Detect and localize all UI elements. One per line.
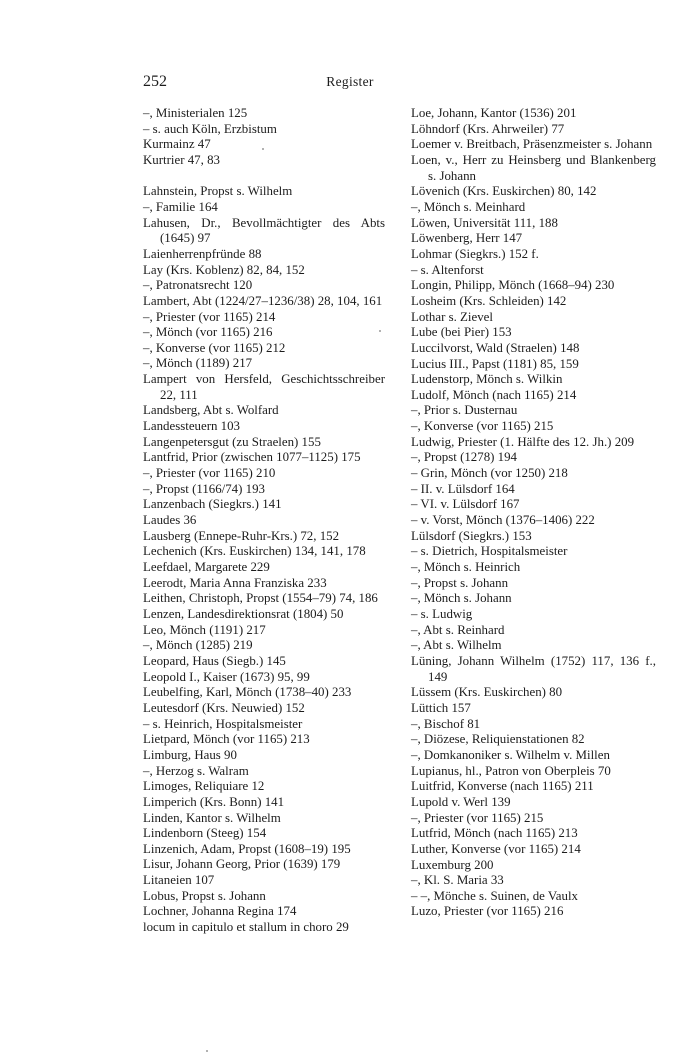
- index-entry: –, Propst (1278) 194: [411, 450, 517, 465]
- index-entry: – VI. v. Lülsdorf 167: [411, 497, 520, 512]
- index-entry: Lahusen, Dr., Bevollmächtigter des Abts (1645) 97: [143, 215, 385, 246]
- index-entry: Lantfrid, Prior (zwischen 1077–1125) 175: [143, 450, 361, 465]
- index-column-left: [143, 106, 385, 936]
- index-entry: Lochner, Johanna Regina 174: [143, 904, 297, 919]
- index-entry: Leefdael, Margarete 229: [143, 560, 270, 575]
- index-entry: –, Kl. S. Maria 33: [411, 873, 504, 888]
- index-entry: Leutesdorf (Krs. Neuwied) 152: [143, 700, 305, 715]
- index-entry: Loe, Johann, Kantor (1536) 201: [411, 106, 577, 120]
- index-entry: Luccilvorst, Wald (Straelen) 148: [411, 340, 580, 355]
- index-entry: Leopold I., Kaiser (1673) 95, 99: [143, 669, 310, 684]
- index-entry: –, Propst s. Johann: [411, 575, 509, 590]
- index-entry: – v. Vorst, Mönch (1376–1406) 222: [411, 513, 595, 528]
- index-entry: Landessteuern 103: [143, 419, 241, 434]
- index-entry: – s. Ludwig: [411, 607, 473, 621]
- index-entry: Litaneien 107: [143, 873, 215, 888]
- entry-gap: [143, 169, 385, 185]
- index-entry: Lenzen, Landesdirektionsrat (1804) 50: [143, 606, 344, 621]
- index-entry: Kurtrier 47, 83: [143, 152, 220, 167]
- index-entry: Lahnstein, Propst s. Wilhelm: [143, 184, 293, 199]
- scan-speck: [206, 1050, 208, 1052]
- index-entry: Lube (bei Pier) 153: [411, 325, 512, 340]
- index-entry: Lobus, Propst s. Johann: [143, 888, 266, 903]
- index-entry: –, Bischof 81: [411, 716, 481, 731]
- index-entry: Loen, v., Herr zu Heinsberg und Blankenberg s. Johann: [411, 152, 656, 183]
- index-entry: –, Mönch s. Meinhard: [411, 199, 526, 214]
- index-entry: Lechenich (Krs. Euskirchen) 134, 141, 178: [143, 544, 366, 559]
- index-entry: Lüttich 157: [411, 700, 471, 715]
- index-entry: –, Konverse (vor 1165) 215: [411, 419, 554, 434]
- index-entry: Lausberg (Ennepe-Ruhr-Krs.) 72, 152: [143, 528, 340, 543]
- index-entry: – s. Dietrich, Hospitalsmeister: [411, 544, 568, 559]
- scan-speck: [262, 148, 264, 150]
- index-entry: –, Ministerialen 125: [143, 106, 248, 120]
- index-entry: Lupold v. Werl 139: [411, 794, 511, 809]
- index-entry: Lülsdorf (Siegkrs.) 153: [411, 528, 532, 543]
- index-entry: Lucius III., Papst (1181) 85, 159: [411, 356, 579, 371]
- index-entry: Leerodt, Maria Anna Franziska 233: [143, 575, 327, 590]
- index-entry: Lanzenbach (Siegkrs.) 141: [143, 497, 282, 512]
- index-entry: Leubelfing, Karl, Mönch (1738–40) 233: [143, 685, 352, 700]
- index-entry: Ludenstorp, Mönch s. Wilkin: [411, 372, 563, 387]
- index-entry: Lindenborn (Steeg) 154: [143, 826, 267, 841]
- index-entry: Lüssem (Krs. Euskirchen) 80: [411, 685, 563, 700]
- index-entry: –, Mönch (vor 1165) 216: [143, 325, 273, 340]
- index-entry: Lisur, Johann Georg, Prior (1639) 179: [143, 857, 341, 872]
- page-number: 252: [143, 73, 167, 90]
- index-entry: Lüning, Johann Wilhelm (1752) 117, 136 f., 149: [411, 653, 656, 684]
- index-entry: Lutfrid, Mönch (nach 1165) 213: [411, 826, 578, 841]
- index-entry: Kurmainz 47: [143, 137, 211, 152]
- running-head: Register: [326, 74, 374, 89]
- index-entry: Löwen, Universität 111, 188: [411, 215, 558, 230]
- index-entry: Leithen, Christoph, Propst (1554–79) 74, 186: [143, 591, 378, 606]
- index-entry: Landsberg, Abt s. Wolfard: [143, 403, 279, 418]
- index-entry: Lietpard, Mönch (vor 1165) 213: [143, 732, 310, 747]
- index-entry: – s. Heinrich, Hospitalsmeister: [143, 716, 303, 731]
- index-entry: –, Abt s. Reinhard: [411, 622, 505, 637]
- index-entry: Luzo, Priester (vor 1165) 216: [411, 904, 564, 919]
- index-entry: – Grin, Mönch (vor 1250) 218: [411, 466, 568, 481]
- index-entry: Loemer v. Breitbach, Präsenzmeister s. Johann: [411, 137, 653, 152]
- index-entry: –, Domkanoniker s. Wilhelm v. Millen: [411, 747, 610, 762]
- index-entry: Laudes 36: [143, 513, 197, 528]
- index-entry: Limburg, Haus 90: [143, 747, 237, 762]
- index-entry: Linden, Kantor s. Wilhelm: [143, 810, 281, 825]
- index-entry: –, Priester (vor 1165) 210: [143, 466, 276, 481]
- index-entry: Linzenich, Adam, Propst (1608–19) 195: [143, 841, 351, 856]
- index-entry: Laienherrenpfründe 88: [143, 246, 262, 261]
- index-entry: –, Patronatsrecht 120: [143, 278, 253, 293]
- index-entry: Luther, Konverse (vor 1165) 214: [411, 841, 581, 856]
- index-entry: Langenpetersgut (zu Straelen) 155: [143, 434, 321, 449]
- index-entry: –, Mönch s. Heinrich: [411, 560, 521, 575]
- index-entry: –, Konverse (vor 1165) 212: [143, 340, 286, 355]
- index-entry: Lampert von Hersfeld, Geschichtsschreiber 22, 111: [143, 372, 385, 402]
- index-entry: –, Herzog s. Walram: [143, 763, 249, 778]
- index-entry: – s. auch Köln, Erzbistum: [143, 121, 277, 136]
- index-entry: Ludolf, Mönch (nach 1165) 214: [411, 387, 577, 402]
- index-column-right: [411, 106, 656, 920]
- index-entry: Longin, Philipp, Mönch (1668–94) 230: [411, 278, 615, 293]
- index-entry: – –, Mönche s. Suinen, de Vaulx: [411, 888, 578, 903]
- index-entry: –, Mönch (1189) 217: [143, 356, 253, 371]
- index-entry: –, Abt s. Wilhelm: [411, 638, 502, 653]
- index-entry: Löhndorf (Krs. Ahrweiler) 77: [411, 121, 565, 136]
- index-entry: Luxemburg 200: [411, 857, 494, 872]
- index-entry: Lay (Krs. Koblenz) 82, 84, 152: [143, 262, 305, 277]
- index-entry: Ludwig, Priester (1. Hälfte des 12. Jh.) 209: [411, 434, 635, 449]
- index-entry: Lupianus, hl., Patron von Oberpleis 70: [411, 763, 611, 778]
- index-entry: Losheim (Krs. Schleiden) 142: [411, 293, 567, 308]
- index-entry: Leo, Mönch (1191) 217: [143, 622, 266, 637]
- index-entry: Lambert, Abt (1224/27–1236/38) 28, 104, 161: [143, 293, 383, 308]
- index-entry: Limperich (Krs. Bonn) 141: [143, 794, 285, 809]
- index-entry: –, Diözese, Reliquienstationen 82: [411, 732, 585, 747]
- index-entry: Lothar s. Zievel: [411, 309, 493, 324]
- index-entry: – II. v. Lülsdorf 164: [411, 481, 515, 496]
- scan-speck: [379, 330, 381, 332]
- index-entry: Limoges, Reliquiare 12: [143, 779, 265, 794]
- index-entry: –, Familie 164: [143, 199, 218, 214]
- index-entry: –, Priester (vor 1165) 215: [411, 810, 544, 825]
- index-entry: –, Mönch s. Johann: [411, 591, 512, 606]
- index-entry: Luitfrid, Konverse (nach 1165) 211: [411, 779, 594, 794]
- index-entry: Löwenberg, Herr 147: [411, 231, 523, 246]
- index-entry: Lövenich (Krs. Euskirchen) 80, 142: [411, 184, 597, 199]
- index-entry: locum in capitulo et stallum in choro 29: [143, 920, 349, 935]
- index-entry: –, Priester (vor 1165) 214: [143, 309, 276, 324]
- index-entry: –, Propst (1166/74) 193: [143, 481, 265, 496]
- index-entry: – s. Altenforst: [411, 262, 484, 277]
- index-entry: Leopard, Haus (Siegb.) 145: [143, 653, 286, 668]
- index-entry: –, Mönch (1285) 219: [143, 638, 253, 653]
- index-entry: Lohmar (Siegkrs.) 152 f.: [411, 246, 539, 261]
- index-entry: –, Prior s. Dusternau: [411, 403, 518, 418]
